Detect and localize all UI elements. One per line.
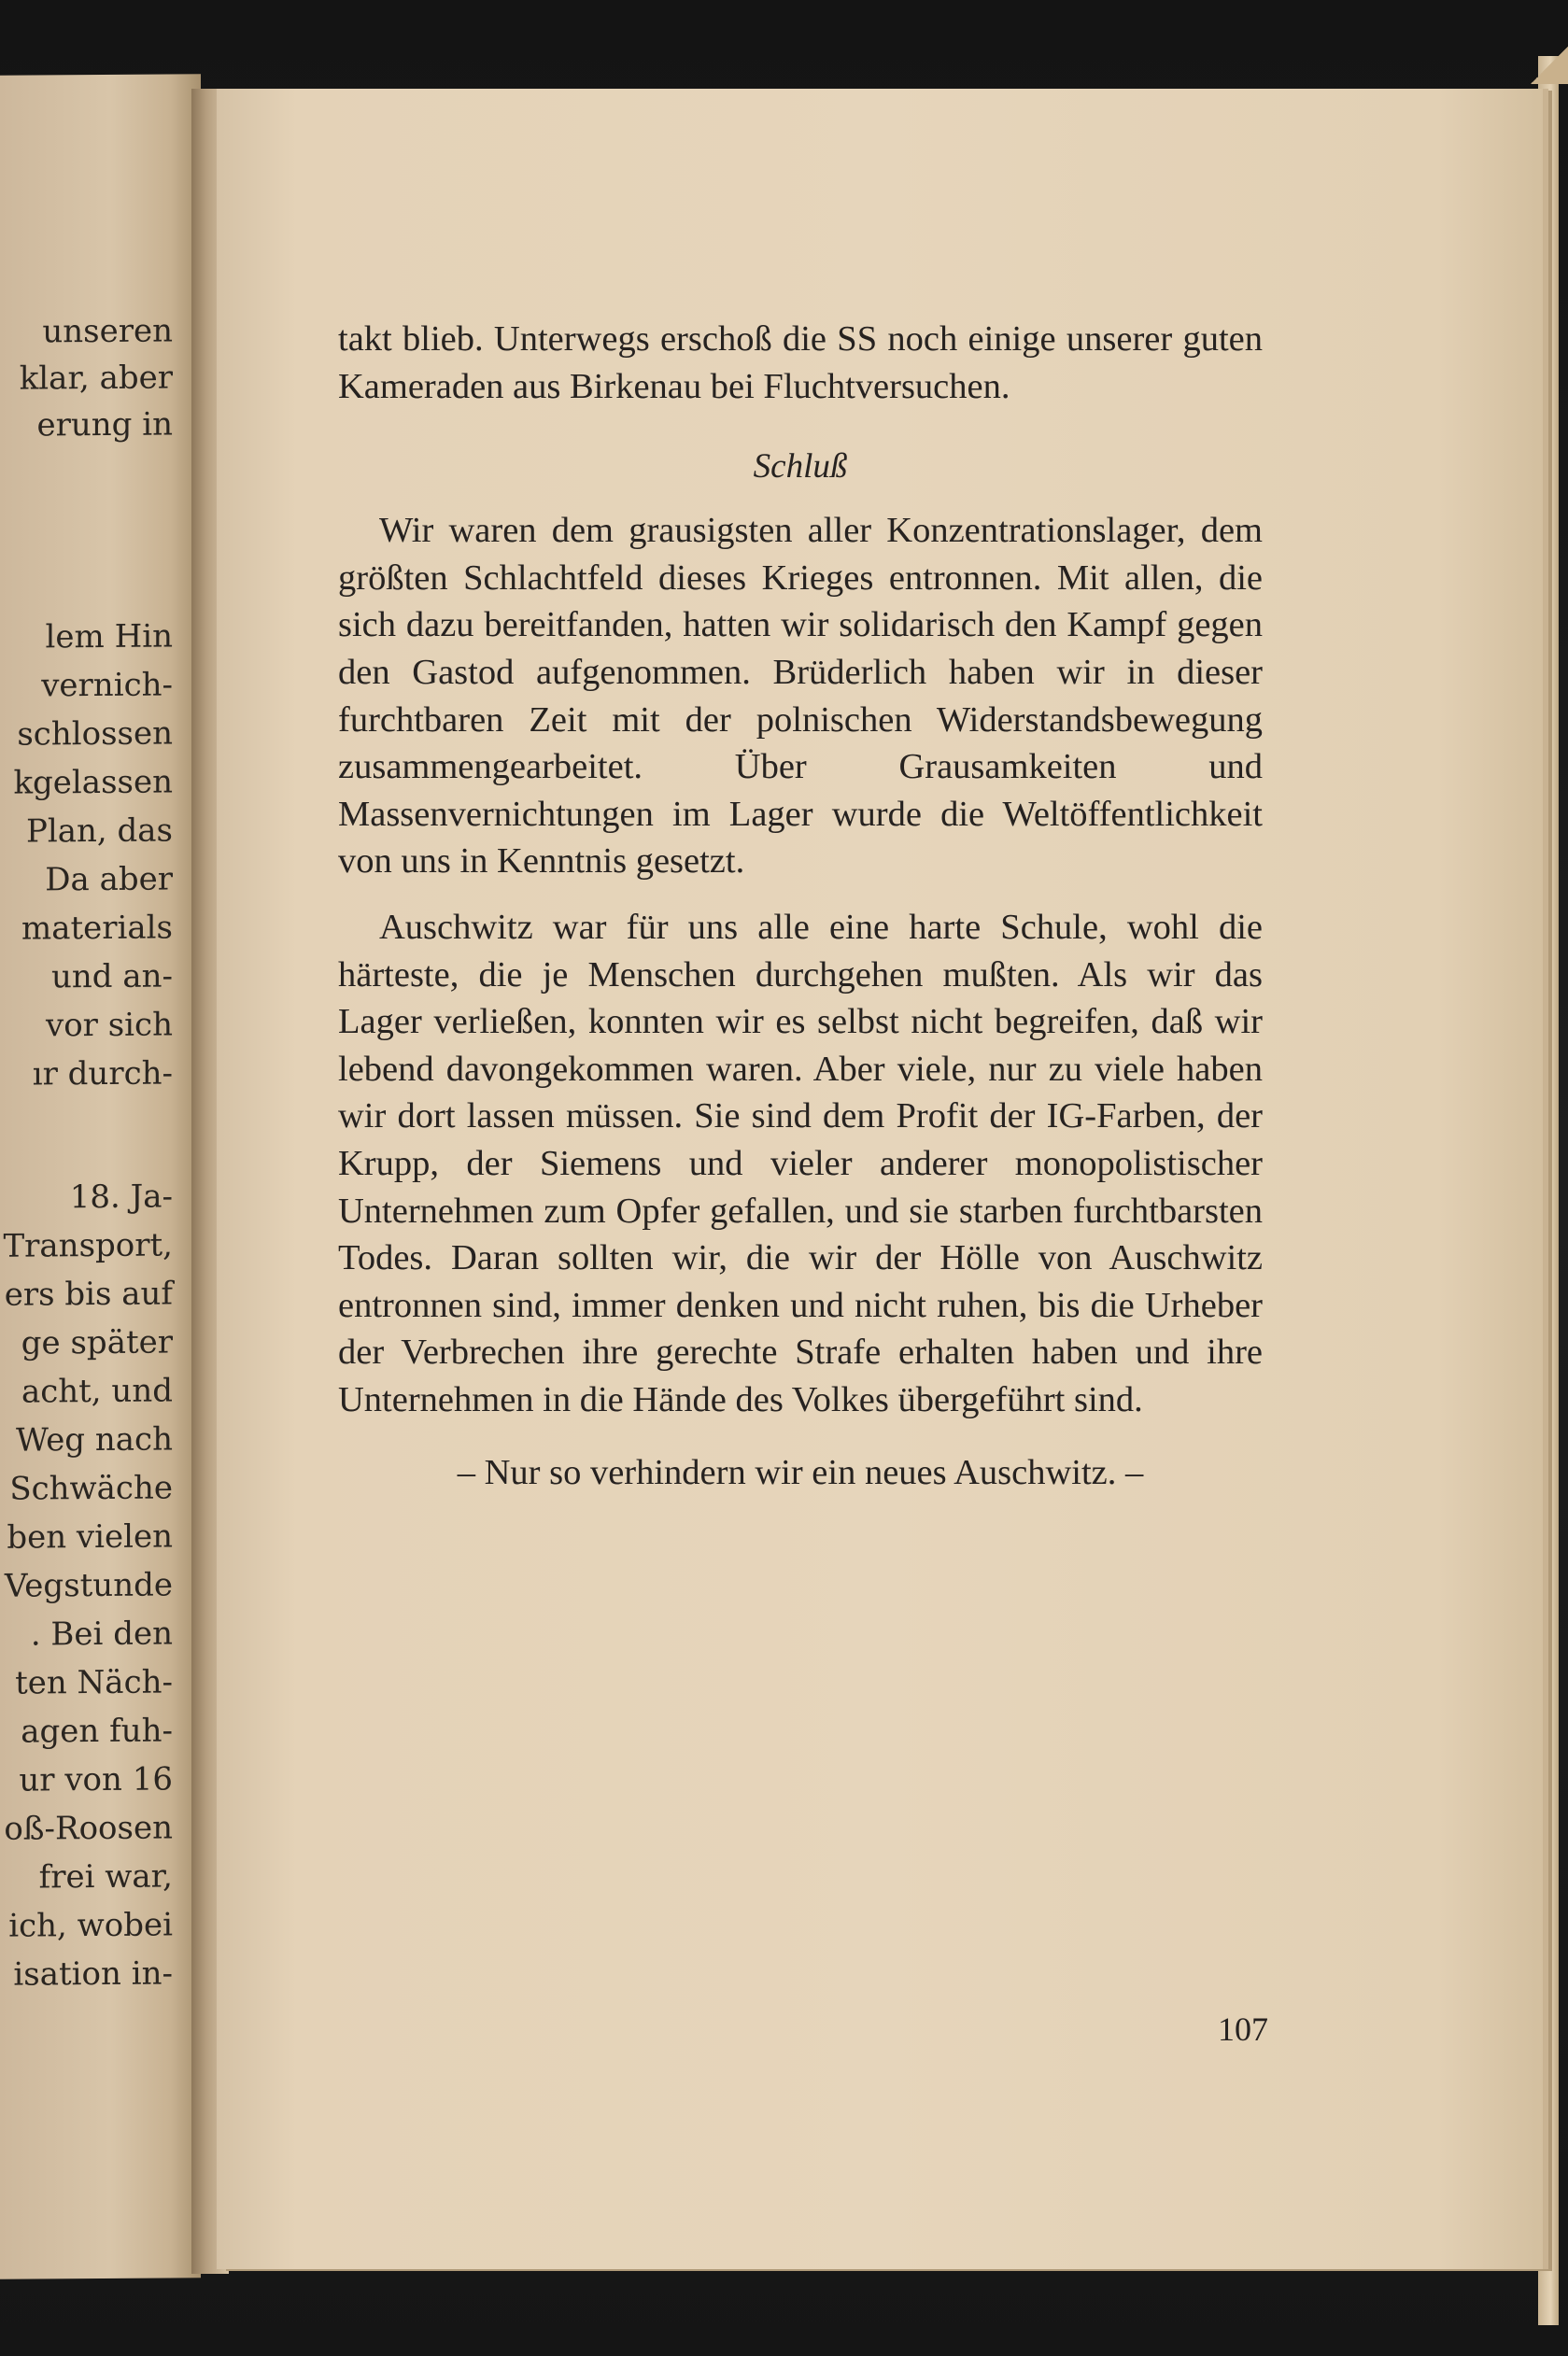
left-page-line: . Bei den [30,1615,173,1654]
left-page-line: ben vielen [7,1517,173,1557]
left-page-line: ers bis auf [4,1275,173,1314]
left-page-line: acht, und [21,1372,173,1411]
body-paragraph: Auschwitz war für uns alle eine harte Schule, wohl die härteste, die je Menschen durchgehen mußten. Als wir das Lager verließen, konnten wir es selbst nicht begreifen, daß wir lebend davongekommen waren. Aber viele, nur zu viele haben wir dort lassen müssen. Sie sind dem Profit der IG-Farben, der Krupp, der Siemens und vieler anderer monopolistischer Unternehmen zum Opfer gefallen, und sie starben furchtbarsten Todes. Daran sollten wir, die wir der Hölle von Auschwitz entronnen sind, immer denken und nicht ruhen, bis die Urheber der Verbrechen ihre gerechte Strafe erhalten haben und ihre Unternehmen in die Hände des Volkes übergeführt sind. [338,907,1263,1419]
left-page [0,74,201,2279]
left-page-line: vernich- [41,666,173,705]
left-page-line: isation in- [13,1954,173,1994]
left-page-line: ur von 16 [19,1760,173,1799]
left-page-line: klar, aber [19,359,173,398]
left-page-line: ge später [21,1323,173,1362]
left-page-line: 18. Ja- [69,1178,173,1217]
left-page-line: unseren [42,312,173,351]
left-page-line: Plan, das [25,811,173,851]
left-page-line: vor sich [46,1006,173,1045]
left-page-line: Schwäche [9,1469,173,1508]
body-paragraph: Wir waren dem grausigsten aller Konzentrationslager, dem größten Schlachtfeld dieses Krieges entronnen. Mit allen, die sich dazu bereitfanden, hatten wir solidarisch den Kampf gegen den Gastod aufgenommen. Brüderlich haben wir in dieser furchtbaren Zeit mit der polnischen Widerstandsbewegung zusammengearbeitet. Über Grausamkeiten und Massenvernichtungen im Lager wurde die Weltöffentlichkeit von uns in Kenntnis gesetzt. [338,511,1263,882]
left-page-line: Da aber [45,860,173,899]
left-page-line: Weg nach [16,1420,173,1460]
left-page-line: agen fuh- [21,1712,173,1751]
left-page-line: kgelassen [13,763,173,802]
section-heading: Schluß [753,447,848,487]
left-page-line: erung in [36,405,173,444]
left-page-line: frei war, [38,1857,173,1897]
left-page-line: Transport, [3,1226,173,1265]
left-page-line: ır durch- [32,1054,173,1093]
page-corner [1531,47,1568,84]
left-page-line: ich, wobei [8,1906,173,1945]
left-page-line: materials [21,909,173,948]
left-page-line: oß-Roosen [4,1809,173,1848]
page-text [338,316,1263,1497]
opening-paragraph: takt blieb. Unterwegs erschoß die SS noch einige unserer guten Kameraden aus Birkenau bei Fluchtversuchen. [338,319,1263,406]
page-number: 107 [1218,2010,1268,2048]
left-page-line: ten Näch- [15,1663,173,1702]
closing-line: – Nur so verhindern wir ein neues Auschwitz. – [457,1453,1144,1493]
left-page-line: und an- [50,957,173,996]
left-page-line: lem Hin [45,617,173,656]
left-page-line: schlossen [17,714,173,754]
left-page-line: Vegstunde [4,1566,173,1605]
